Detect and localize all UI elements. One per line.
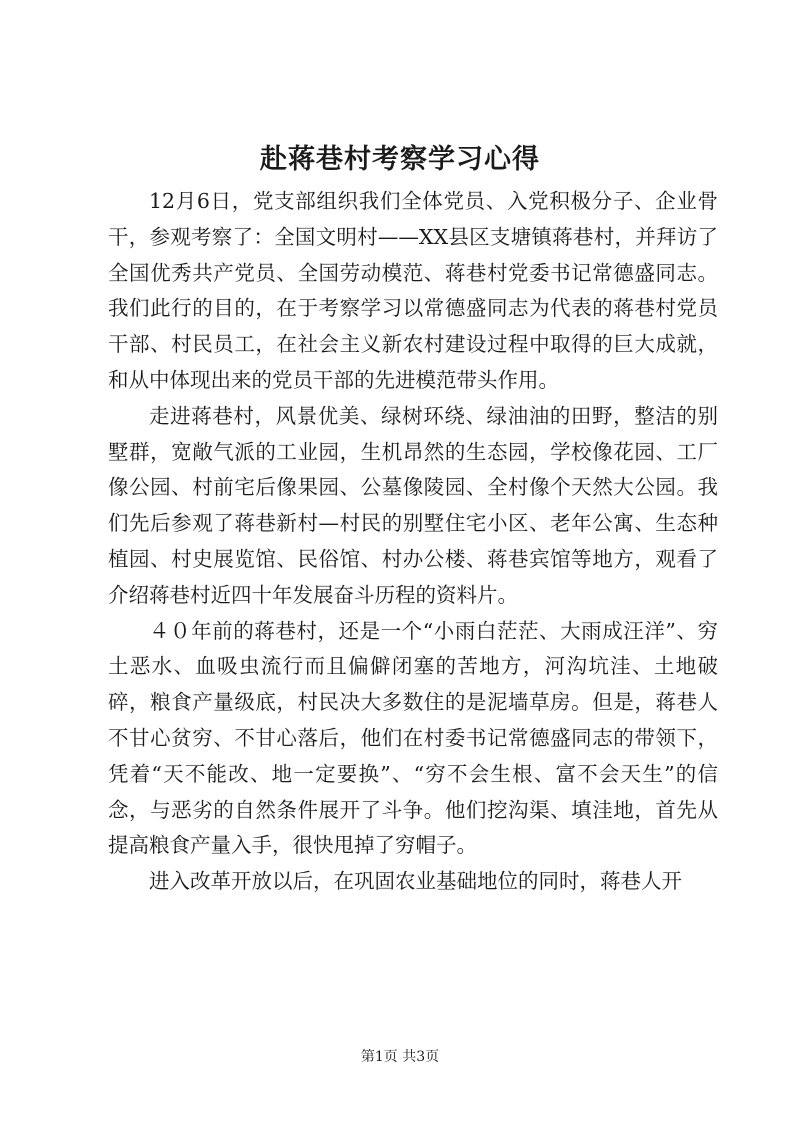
document-body bbox=[108, 184, 718, 900]
paragraph-3: ４０年前的蒋巷村，还是一个“小雨白茫茫、大雨成汪洋”、穷土恶水、血吸虫流行而且偏僻闭塞的苦地方，河沟坑洼、土地破碎，粮食产量级底，村民决大多数住的是泥墙草房。但是，蒋巷人不甘心贫穷、不甘心落后，他们在村委书记常德盛同志的带领下，凭着“天不能改、地一定要换”、“穷不会生根、富不会天生”的信念，与恶劣的自然条件展开了斗争。他们挖沟渠、填洼地，首先从提高粮食产量入手，很快甩掉了穷帽子。 bbox=[108, 618, 718, 858]
paragraph-2: 走进蒋巷村，风景优美、绿树环绕、绿油油的田野，整洁的别墅群，宽敞气派的工业园，生机昂然的生态园，学校像花园、工厂像公园、村前宅后像果园、公墓像陵园、全村像个天然大公园。我们先后参观了蒋巷新村—村民的别墅住宅小区、老年公寓、生态种植园、村史展览馆、民俗馆、村办公楼、蒋巷宾馆等地方，观看了介绍蒋巷村近四十年发展奋斗历程的资料片。 bbox=[108, 403, 718, 607]
page-title: 赴蒋巷村考察学习心得 bbox=[260, 144, 540, 175]
paragraph-1: 12月6日，党支部组织我们全体党员、入党积极分子、企业骨干，参观考察了：全国文明村——XX县区支塘镇蒋巷村，并拜访了全国优秀共产党员、全国劳动模范、蒋巷村党委书记常德盛同志。我们此行的目的，在于考察学习以常德盛同志为代表的蒋巷村党员干部、村民员工，在社会主义新农村建设过程中取得的巨大成就，和从中体现出来的党员干部的先进模范带头作用。 bbox=[108, 189, 718, 392]
page-number-footer: 第1页 共3页 bbox=[360, 1049, 440, 1065]
paragraph-4: 进入改革开放以后，在巩固农业基础地位的同时，蒋巷人开 bbox=[149, 869, 682, 894]
